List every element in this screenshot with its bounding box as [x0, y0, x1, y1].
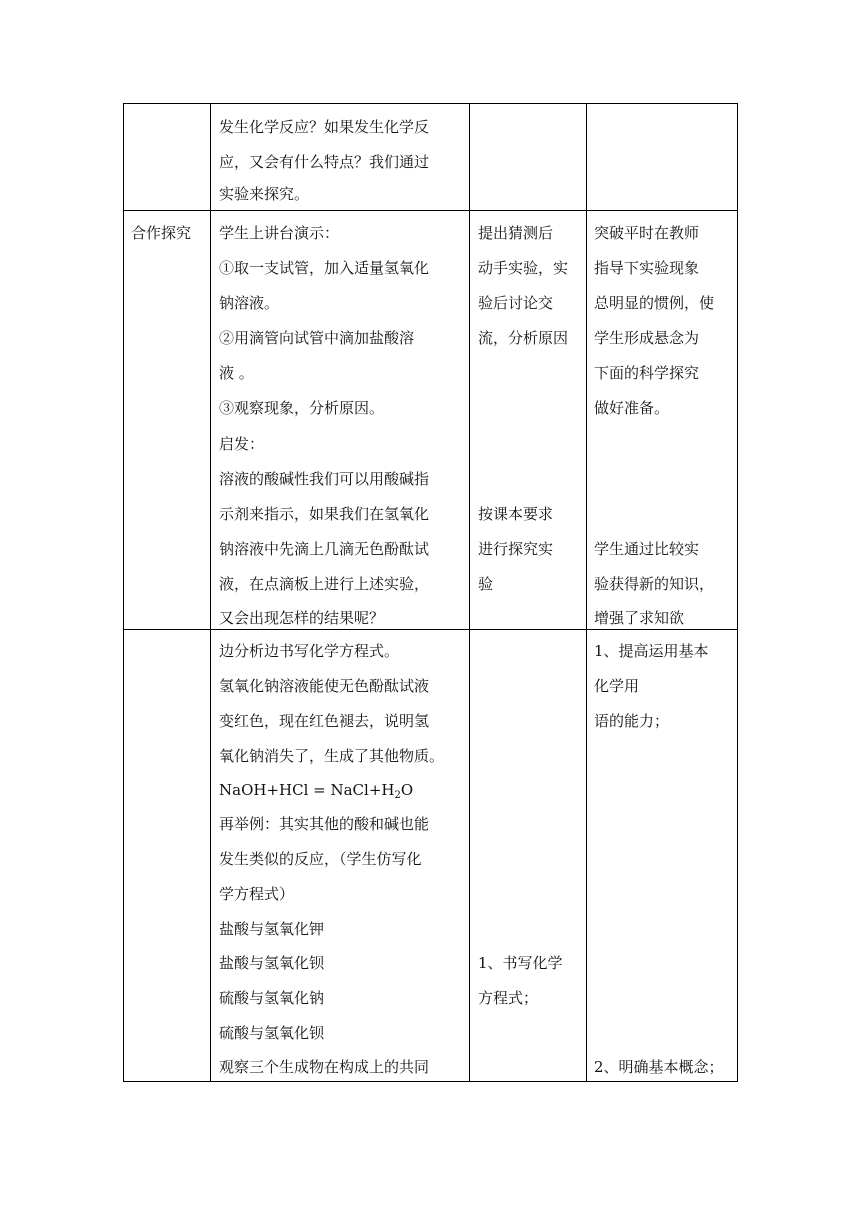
- text-line: 氧化钠消失了，生成了其他物质。: [219, 747, 445, 765]
- text-line: 盐酸与氢氧化钾: [219, 920, 325, 938]
- equation-left: NaOH+HCl = NaCl+H: [219, 781, 395, 799]
- text-line: 变红色，现在红色褪去，说明氢: [219, 712, 430, 730]
- text-line: 学方程式）: [219, 885, 295, 903]
- teacher-activity-cell: [210, 211, 469, 629]
- stage-cell: [124, 211, 210, 629]
- text-line: ①取一支试管，加入适量氢氧化: [219, 259, 430, 277]
- text-line: 钠溶液。: [219, 294, 280, 312]
- text-line: 发生类似的反应，（学生仿写化: [219, 850, 422, 868]
- text-line: 观察三个生成物在构成上的共同: [219, 1058, 430, 1076]
- text-line: ②用滴管向试管中滴加盐酸溶: [219, 329, 415, 347]
- design-intent-cell: [586, 630, 739, 1081]
- text-line: 学生上讲台演示：: [219, 224, 340, 242]
- text-line: 边分析边书写化学方程式。: [219, 642, 400, 660]
- text-line: 化学用: [594, 677, 640, 695]
- lesson-plan-table: [123, 103, 738, 1082]
- text-line: 方程式；: [478, 989, 539, 1007]
- text-line: 按课本要求: [478, 505, 554, 523]
- text-line: 2、明确基本概念；: [594, 1058, 724, 1076]
- student-activity-cell: [469, 630, 586, 1081]
- stage-cell: [124, 630, 210, 1081]
- text-line: 又会出现怎样的结果呢？: [219, 609, 385, 627]
- text-line: 示剂来指示，如果我们在氢氧化: [219, 505, 430, 523]
- text-line: 氢氧化钠溶液能使无色酚酞试液: [219, 677, 430, 695]
- design-intent-cell: [586, 211, 739, 629]
- text-line: 学生形成悬念为: [594, 329, 700, 347]
- table-row: [123, 103, 738, 210]
- text-line: 硫酸与氢氧化钡: [219, 1024, 325, 1042]
- text-line: 启发：: [219, 435, 265, 453]
- text-line: 盐酸与氢氧化钡: [219, 954, 325, 972]
- design-intent-cell: [586, 104, 739, 210]
- student-activity-cell: [469, 211, 586, 629]
- text-line: 做好准备。: [594, 399, 670, 417]
- text-line: 1、书写化学: [478, 954, 563, 972]
- text-line: 动手实验，实: [478, 259, 569, 277]
- text-line: 增强了求知欲: [594, 609, 685, 627]
- text-line: 学生通过比较实: [594, 540, 700, 558]
- stage-cell: [124, 104, 210, 210]
- text-line: 发生化学反应？如果发生化学反: [219, 118, 430, 136]
- text-line: 验获得新的知识，: [594, 575, 715, 593]
- text-line: 验: [478, 575, 494, 593]
- table-row: [123, 629, 738, 1082]
- text-line: 应，又会有什么特点？我们通过: [219, 153, 430, 171]
- text-line: 液，在点滴板上进行上述实验，: [219, 575, 430, 593]
- equation-right: O: [400, 781, 414, 799]
- teacher-activity-cell: [210, 630, 469, 1081]
- text-line: 实验来探究。: [219, 185, 310, 203]
- student-activity-cell: [469, 104, 586, 210]
- chemical-equation: [219, 780, 413, 800]
- text-line: 总明显的惯例，使: [594, 294, 715, 312]
- text-line: 1、提高运用基本: [594, 642, 709, 660]
- text-line: 指导下实验现象: [594, 259, 700, 277]
- text-line: 进行探究实: [478, 540, 554, 558]
- stage-label: 合作探究: [131, 224, 192, 242]
- text-line: 液 。: [219, 364, 254, 382]
- text-line: 钠溶液中先滴上几滴无色酚酞试: [219, 540, 430, 558]
- teacher-activity-cell: [210, 104, 469, 210]
- text-line: 溶液的酸碱性我们可以用酸碱指: [219, 470, 430, 488]
- text-line: 提出猜测后: [478, 224, 554, 242]
- text-line: 流，分析原因: [478, 329, 569, 347]
- table-row: [123, 210, 738, 629]
- text-line: 再举例：其实其他的酸和碱也能: [219, 815, 430, 833]
- text-line: 验后讨论交: [478, 294, 554, 312]
- equation-subscript: 2: [394, 790, 401, 801]
- text-line: 硫酸与氢氧化钠: [219, 989, 325, 1007]
- text-line: 突破平时在教师: [594, 224, 700, 242]
- text-line: 语的能力；: [594, 712, 670, 730]
- text-line: ③观察现象，分析原因。: [219, 399, 385, 417]
- text-line: 下面的科学探究: [594, 364, 700, 382]
